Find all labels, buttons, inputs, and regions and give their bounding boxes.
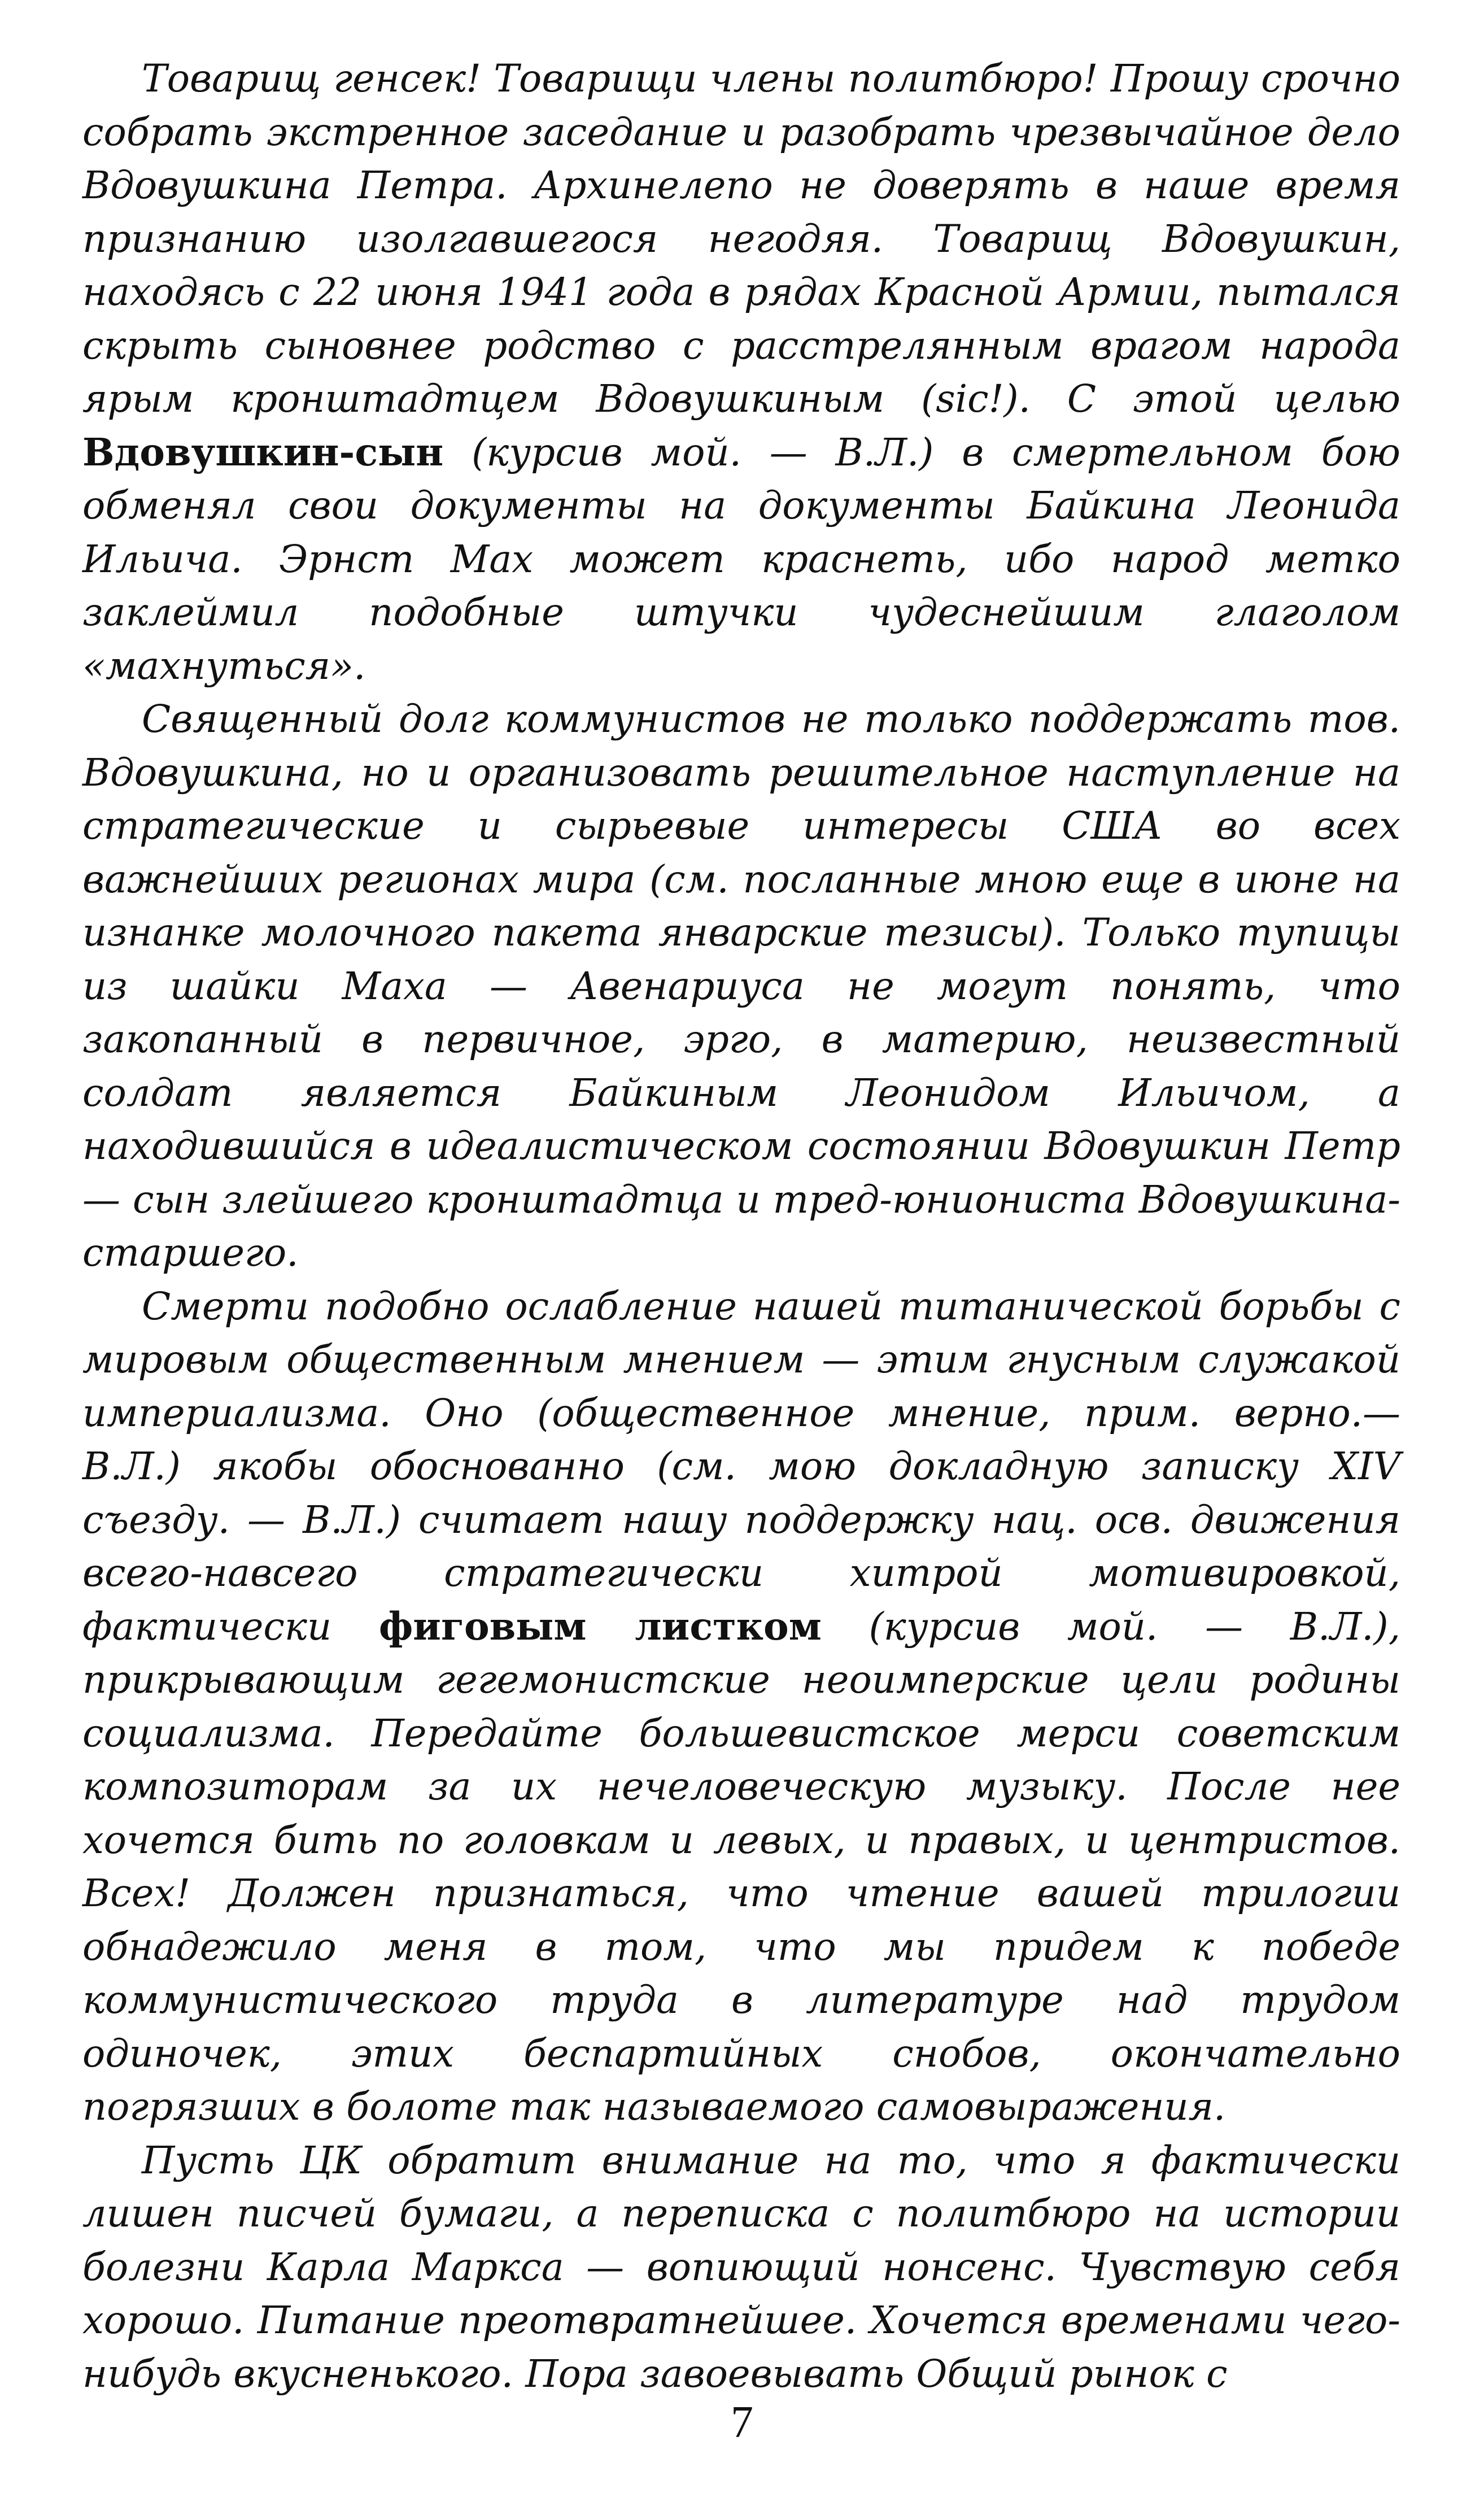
- page-number: 7: [731, 2398, 753, 2447]
- document-page: [82, 52, 1400, 2400]
- paragraph-4: [82, 2134, 1400, 2401]
- paragraph-3-text-b: (курсив мой. — В.Л.), прикрывающим гегемонистские неоимперские цели родины социализма. Передайте большевистское мерси советским композиторам за их нечеловеческую музыку. После нее хочется бить по головкам и левых, и правых, и центристов. Всех! Должен признаться, что чтение вашей трилогии обнадежило меня в том, что мы придем к победе коммунистического труда в литературе над трудом одиночек, этих беспартийных снобов, окончательно погрязших в болоте так называемого самовыражения.: [82, 1604, 1400, 2129]
- paragraph-2: [82, 692, 1400, 1280]
- paragraph-1: [82, 52, 1400, 692]
- paragraph-3: [82, 1280, 1400, 2134]
- paragraph-2-text: Священный долг коммунистов не только поддержать тов. Вдовушкина, но и организовать решительное наступление на стратегические и сырьевые интересы США во всех важнейших регионах мира (см. посланные мною еще в июне на изнанке молочного пакета январские тезисы). Только тупицы из шайки Маха — Авенариуса не могут понять, что закопанный в первичное, эрго, в материю, неизвестный солдат является Байкиным Леонидом Ильичом, а находившийся в идеалистическом состоянии Вдовушкин Петр — сын злейшего кронштадтца и тред-юниониста Вдовушкина-старшего.: [82, 697, 1400, 1275]
- paragraph-1-emphasis: Вдовушкин-сын: [82, 429, 444, 474]
- paragraph-1-text-a: Товарищ генсек! Товарищи члены политбюро! Прошу срочно собрать экстренное заседание и разобрать чрезвычайное дело Вдовушкина Петра. Архинелепо не доверять в наше время признанию изолгавшегося негодяя. Товарищ Вдовушкин, находясь с 22 июня 1941 года в рядах Красной Армии, пытался скрыть сыновнее родство с расстрелянным врагом народа ярым кронштадтцем Вдовушкиным (sic!). С этой целью: [82, 56, 1400, 421]
- paragraph-1-text-b: (курсив мой. — В.Л.) в смертельном бою обменял свои документы на документы Байкина Леонида Ильича. Эрнст Мах может краснеть, ибо народ метко заклеймил подобные штучки чудеснейшим глаголом «махнуться».: [82, 430, 1400, 688]
- paragraph-4-text: Пусть ЦК обратит внимание на то, что я фактически лишен писчей бумаги, а переписка с политбюро на истории болезни Карла Маркса — вопиющий нонсенс. Чувствую себя хорошо. Питание преотвратнейшее. Хочется временами чего-нибудь вкусненького. Пора завоевывать Общий рынок с: [82, 2138, 1400, 2396]
- paragraph-3-emphasis: фиговым листком: [378, 1603, 822, 1649]
- paragraph-3-text-a: Смерти подобно ослабление нашей титанической борьбы с мировым общественным мнением — этим гнусным служакой империализма. Оно (общественное мнение, прим. верно.— В.Л.) якобы обоснованно (см. мою докладную записку XIV съезду. — В.Л.) считает нашу поддержку нац. осв. движения всего-навсего стратегически хитрой мотивировкой, фактически: [82, 1284, 1400, 1649]
